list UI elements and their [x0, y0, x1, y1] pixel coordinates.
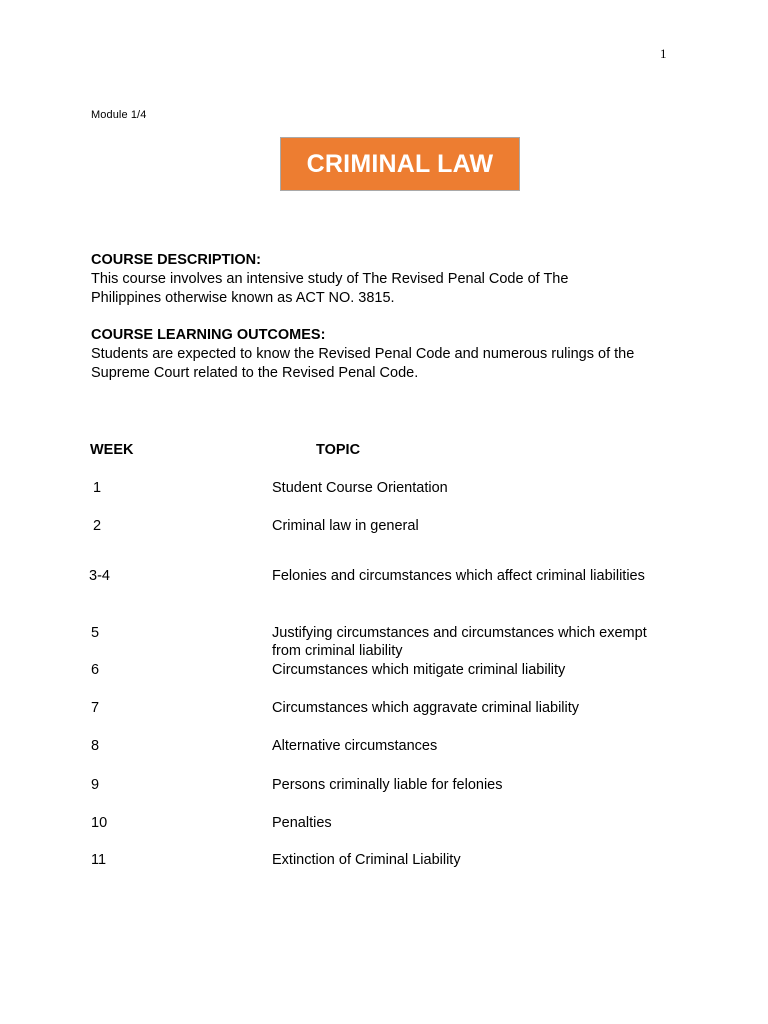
week-cell: 3-4 — [89, 568, 110, 584]
course-description-heading: COURSE DESCRIPTION: — [91, 252, 261, 268]
topic-cell: Circumstances which aggravate criminal liability — [272, 700, 580, 716]
topic-cell: Felonies and circumstances which affect criminal liabilities — [272, 568, 645, 584]
week-cell: 11 — [91, 852, 107, 868]
course-outcomes-body: Students are expected to know the Revised Penal Code and numerous rulings of the Supreme Court related to the Revised Penal Code. — [91, 346, 635, 381]
course-description-body: This course involves an intensive study of The Revised Penal Code of The Philippines otherwise known as ACT NO. 3815. — [91, 271, 569, 306]
topic-cell: Student Course Orientation — [272, 480, 448, 496]
week-cell: 2 — [93, 518, 102, 534]
course-description-section — [91, 251, 691, 308]
page-title: CRIMINAL LAW — [306, 149, 494, 178]
week-cell: 1 — [93, 480, 102, 496]
module-label: Module 1/4 — [91, 109, 147, 121]
week-cell: 6 — [91, 662, 100, 678]
week-column-header: WEEK — [90, 442, 134, 458]
topic-cell: Circumstances which mitigate criminal liability — [272, 662, 566, 678]
course-outcomes-section — [91, 326, 691, 383]
page-number: 1 — [660, 46, 667, 61]
course-outcomes-heading: COURSE LEARNING OUTCOMES: — [91, 327, 326, 343]
week-cell: 10 — [91, 815, 108, 831]
week-cell: 5 — [91, 625, 100, 641]
topic-cell: Justifying circumstances and circumstances which exempt from criminal liability — [272, 625, 647, 659]
topic-cell: Criminal law in general — [272, 518, 419, 534]
week-cell: 9 — [91, 777, 100, 793]
topic-cell: Penalties — [272, 815, 332, 831]
topic-cell: Alternative circumstances — [272, 738, 438, 754]
topic-cell: Extinction of Criminal Liability — [272, 852, 461, 868]
topic-column-header: TOPIC — [316, 442, 361, 458]
week-cell: 8 — [91, 738, 100, 754]
week-cell: 7 — [91, 700, 100, 716]
topic-cell: Persons criminally liable for felonies — [272, 777, 503, 793]
title-banner — [280, 137, 520, 191]
